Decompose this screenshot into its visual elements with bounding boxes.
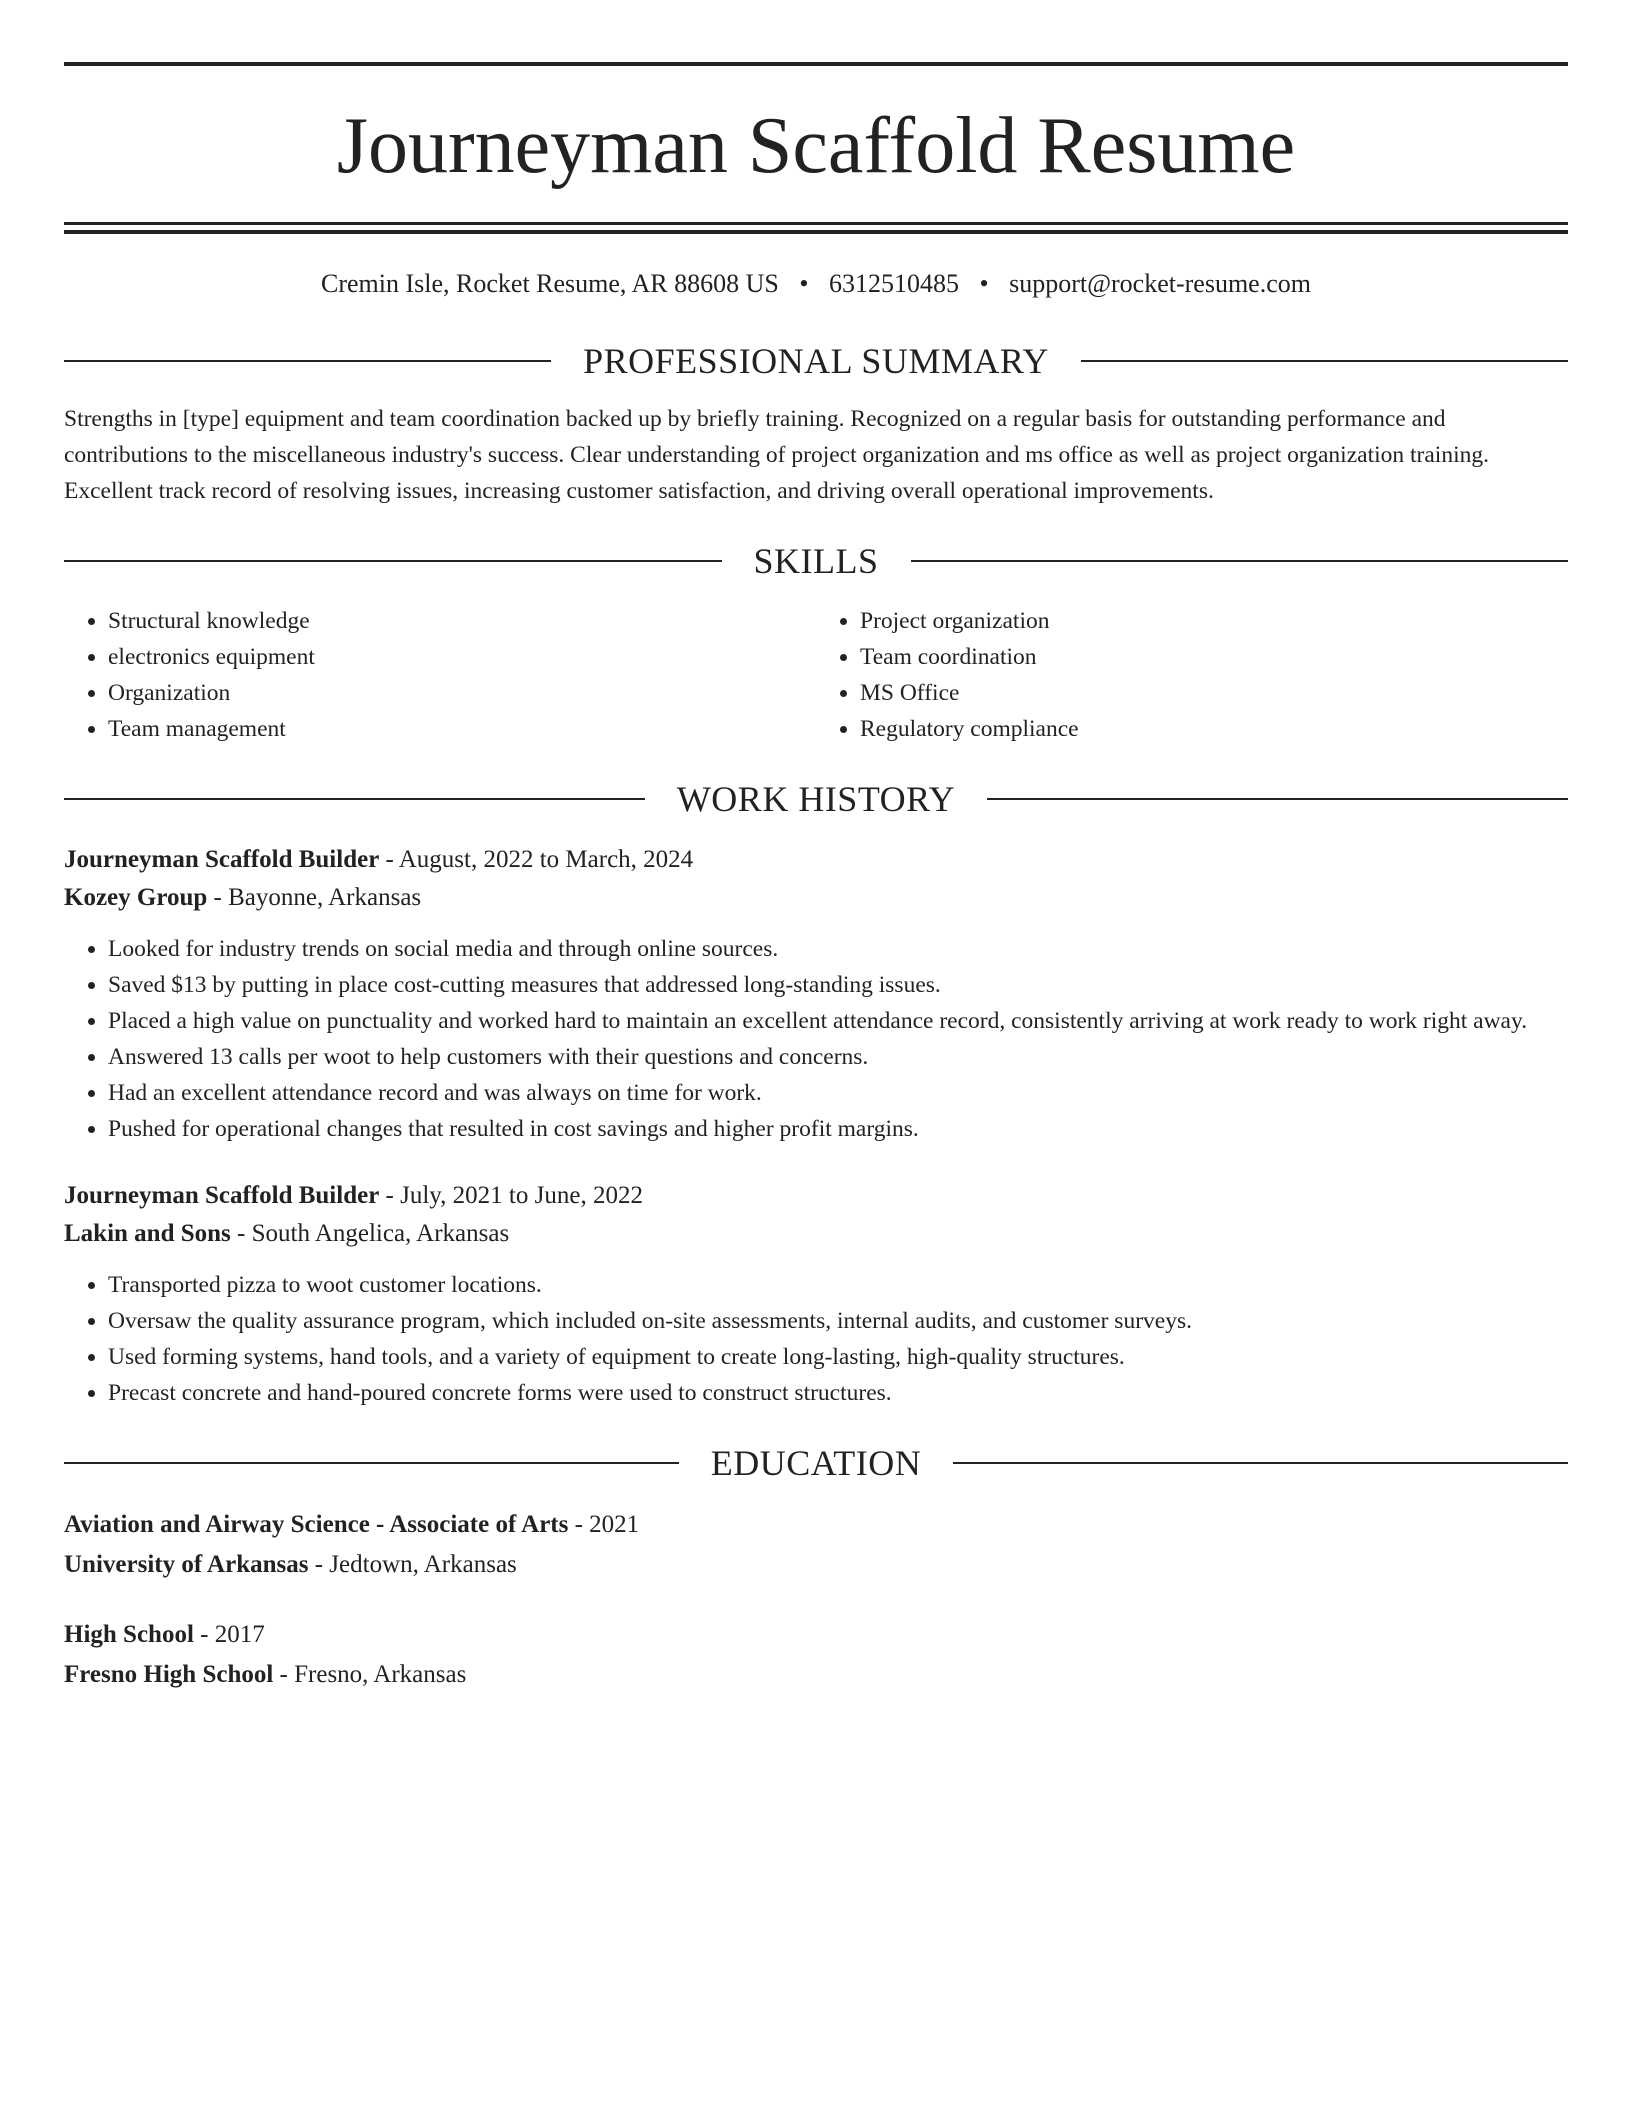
education-location: - Fresno, Arkansas: [273, 1661, 467, 1688]
education-entry: [64, 1505, 1568, 1585]
heading-rule: [64, 798, 645, 800]
heading-rule: [953, 1462, 1568, 1464]
heading-rule: [1081, 360, 1568, 362]
skill-item: • Project organization: [860, 603, 1568, 639]
job-title-line: [64, 841, 1568, 879]
education-degree-line: [64, 1505, 1568, 1545]
job-bullet: • Looked for industry trends on social media and through online sources.: [108, 931, 1568, 967]
job-location: - South Angelica, Arkansas: [230, 1220, 510, 1247]
contact-email: support@rocket-resume.com: [1009, 269, 1311, 298]
heading-rule: [911, 560, 1569, 562]
heading-rule: [64, 360, 551, 362]
contact-separator: •: [979, 269, 989, 298]
education-year: - 2017: [193, 1621, 265, 1648]
job-bullet: • Pushed for operational changes that resulted in cost savings and higher profit margins.: [108, 1111, 1568, 1147]
education-degree: High School: [64, 1621, 194, 1648]
skills-columns: [64, 603, 1568, 747]
job-location: - Bayonne, Arkansas: [207, 884, 422, 911]
education-school: Fresno High School: [64, 1661, 274, 1688]
section-title: WORK HISTORY: [676, 779, 956, 819]
title-double-rule: [64, 222, 1568, 234]
job-company-line: [64, 879, 1568, 917]
contact-phone: 6312510485: [828, 269, 959, 298]
heading-rule: [64, 560, 722, 562]
education-location: - Jedtown, Arkansas: [308, 1551, 517, 1578]
skill-item: • Organization: [108, 675, 816, 711]
section-heading-education: [64, 1441, 1568, 1485]
education-entry: [64, 1615, 1568, 1695]
contact-separator: •: [799, 269, 809, 298]
job-bullet: • Transported pizza to woot customer locations.: [108, 1267, 1568, 1303]
skill-item: • Team coordination: [860, 639, 1568, 675]
skill-item: • Regulatory compliance: [860, 711, 1568, 747]
section-title: SKILLS: [753, 541, 879, 581]
education-year: - 2021: [568, 1511, 640, 1538]
education-school-line: [64, 1545, 1568, 1585]
job-dates: - August, 2022 to March, 2024: [379, 846, 694, 873]
skills-list-right: [816, 603, 1568, 747]
job-entry: [64, 1177, 1568, 1411]
job-bullets: [64, 931, 1568, 1147]
job-title: Journeyman Scaffold Builder: [64, 1182, 380, 1209]
section-title: EDUCATION: [710, 1443, 922, 1483]
job-bullet: • Had an excellent attendance record and was always on time for work.: [108, 1075, 1568, 1111]
skill-item: • MS Office: [860, 675, 1568, 711]
skill-item: • electronics equipment: [108, 639, 816, 675]
job-bullet: • Precast concrete and hand-poured concrete forms were used to construct structures.: [108, 1375, 1568, 1411]
job-bullet: • Answered 13 calls per woot to help customers with their questions and concerns.: [108, 1039, 1568, 1075]
resume-title: Journeyman Scaffold Resume: [336, 102, 1296, 190]
contact-address: Cremin Isle, Rocket Resume, AR 88608 US: [321, 269, 779, 298]
heading-rule: [987, 798, 1568, 800]
job-dates: - July, 2021 to June, 2022: [379, 1182, 643, 1209]
contact-line: [64, 267, 1568, 301]
section-title: PROFESSIONAL SUMMARY: [583, 341, 1049, 381]
education-degree-line: [64, 1615, 1568, 1655]
job-company: Kozey Group: [64, 884, 208, 911]
education-degree: Aviation and Airway Science - Associate of Arts: [64, 1511, 569, 1538]
job-bullet: • Saved $13 by putting in place cost-cutting measures that addressed long-standing issues.: [108, 967, 1568, 1003]
job-title: Journeyman Scaffold Builder: [64, 846, 380, 873]
education-school-line: [64, 1655, 1568, 1695]
job-entry: [64, 841, 1568, 1147]
section-heading-skills: [64, 539, 1568, 583]
job-company-line: [64, 1215, 1568, 1253]
section-heading-work: [64, 777, 1568, 821]
top-rule: [64, 62, 1568, 66]
section-heading-summary: [64, 339, 1568, 383]
job-bullet: • Used forming systems, hand tools, and a variety of equipment to create long-lasting, high-quality structures.: [108, 1339, 1568, 1375]
skill-item: • Structural knowledge: [108, 603, 816, 639]
job-company: Lakin and Sons: [64, 1220, 231, 1247]
heading-rule: [64, 1462, 679, 1464]
job-bullet: • Placed a high value on punctuality and worked hard to maintain an excellent attendance record, consistently arriving at work ready to work right away.: [108, 1003, 1568, 1039]
job-bullets: [64, 1267, 1568, 1411]
job-title-line: [64, 1177, 1568, 1215]
education-school: University of Arkansas: [64, 1551, 309, 1578]
skills-list-left: [64, 603, 816, 747]
summary-paragraph: Strengths in [type] equipment and team coordination backed up by briefly training. Recognized on a regular basis for outstanding performance and contributions to the miscellaneous industry's success. Clear understanding of project organization and ms office as well as project organization training. Excellent track record of resolving issues, increasing customer satisfaction, and driving overall operational improvements.: [64, 406, 1489, 504]
skill-item: • Team management: [108, 711, 816, 747]
job-bullet: • Oversaw the quality assurance program, which included on-site assessments, internal audits, and customer surveys.: [108, 1303, 1568, 1339]
